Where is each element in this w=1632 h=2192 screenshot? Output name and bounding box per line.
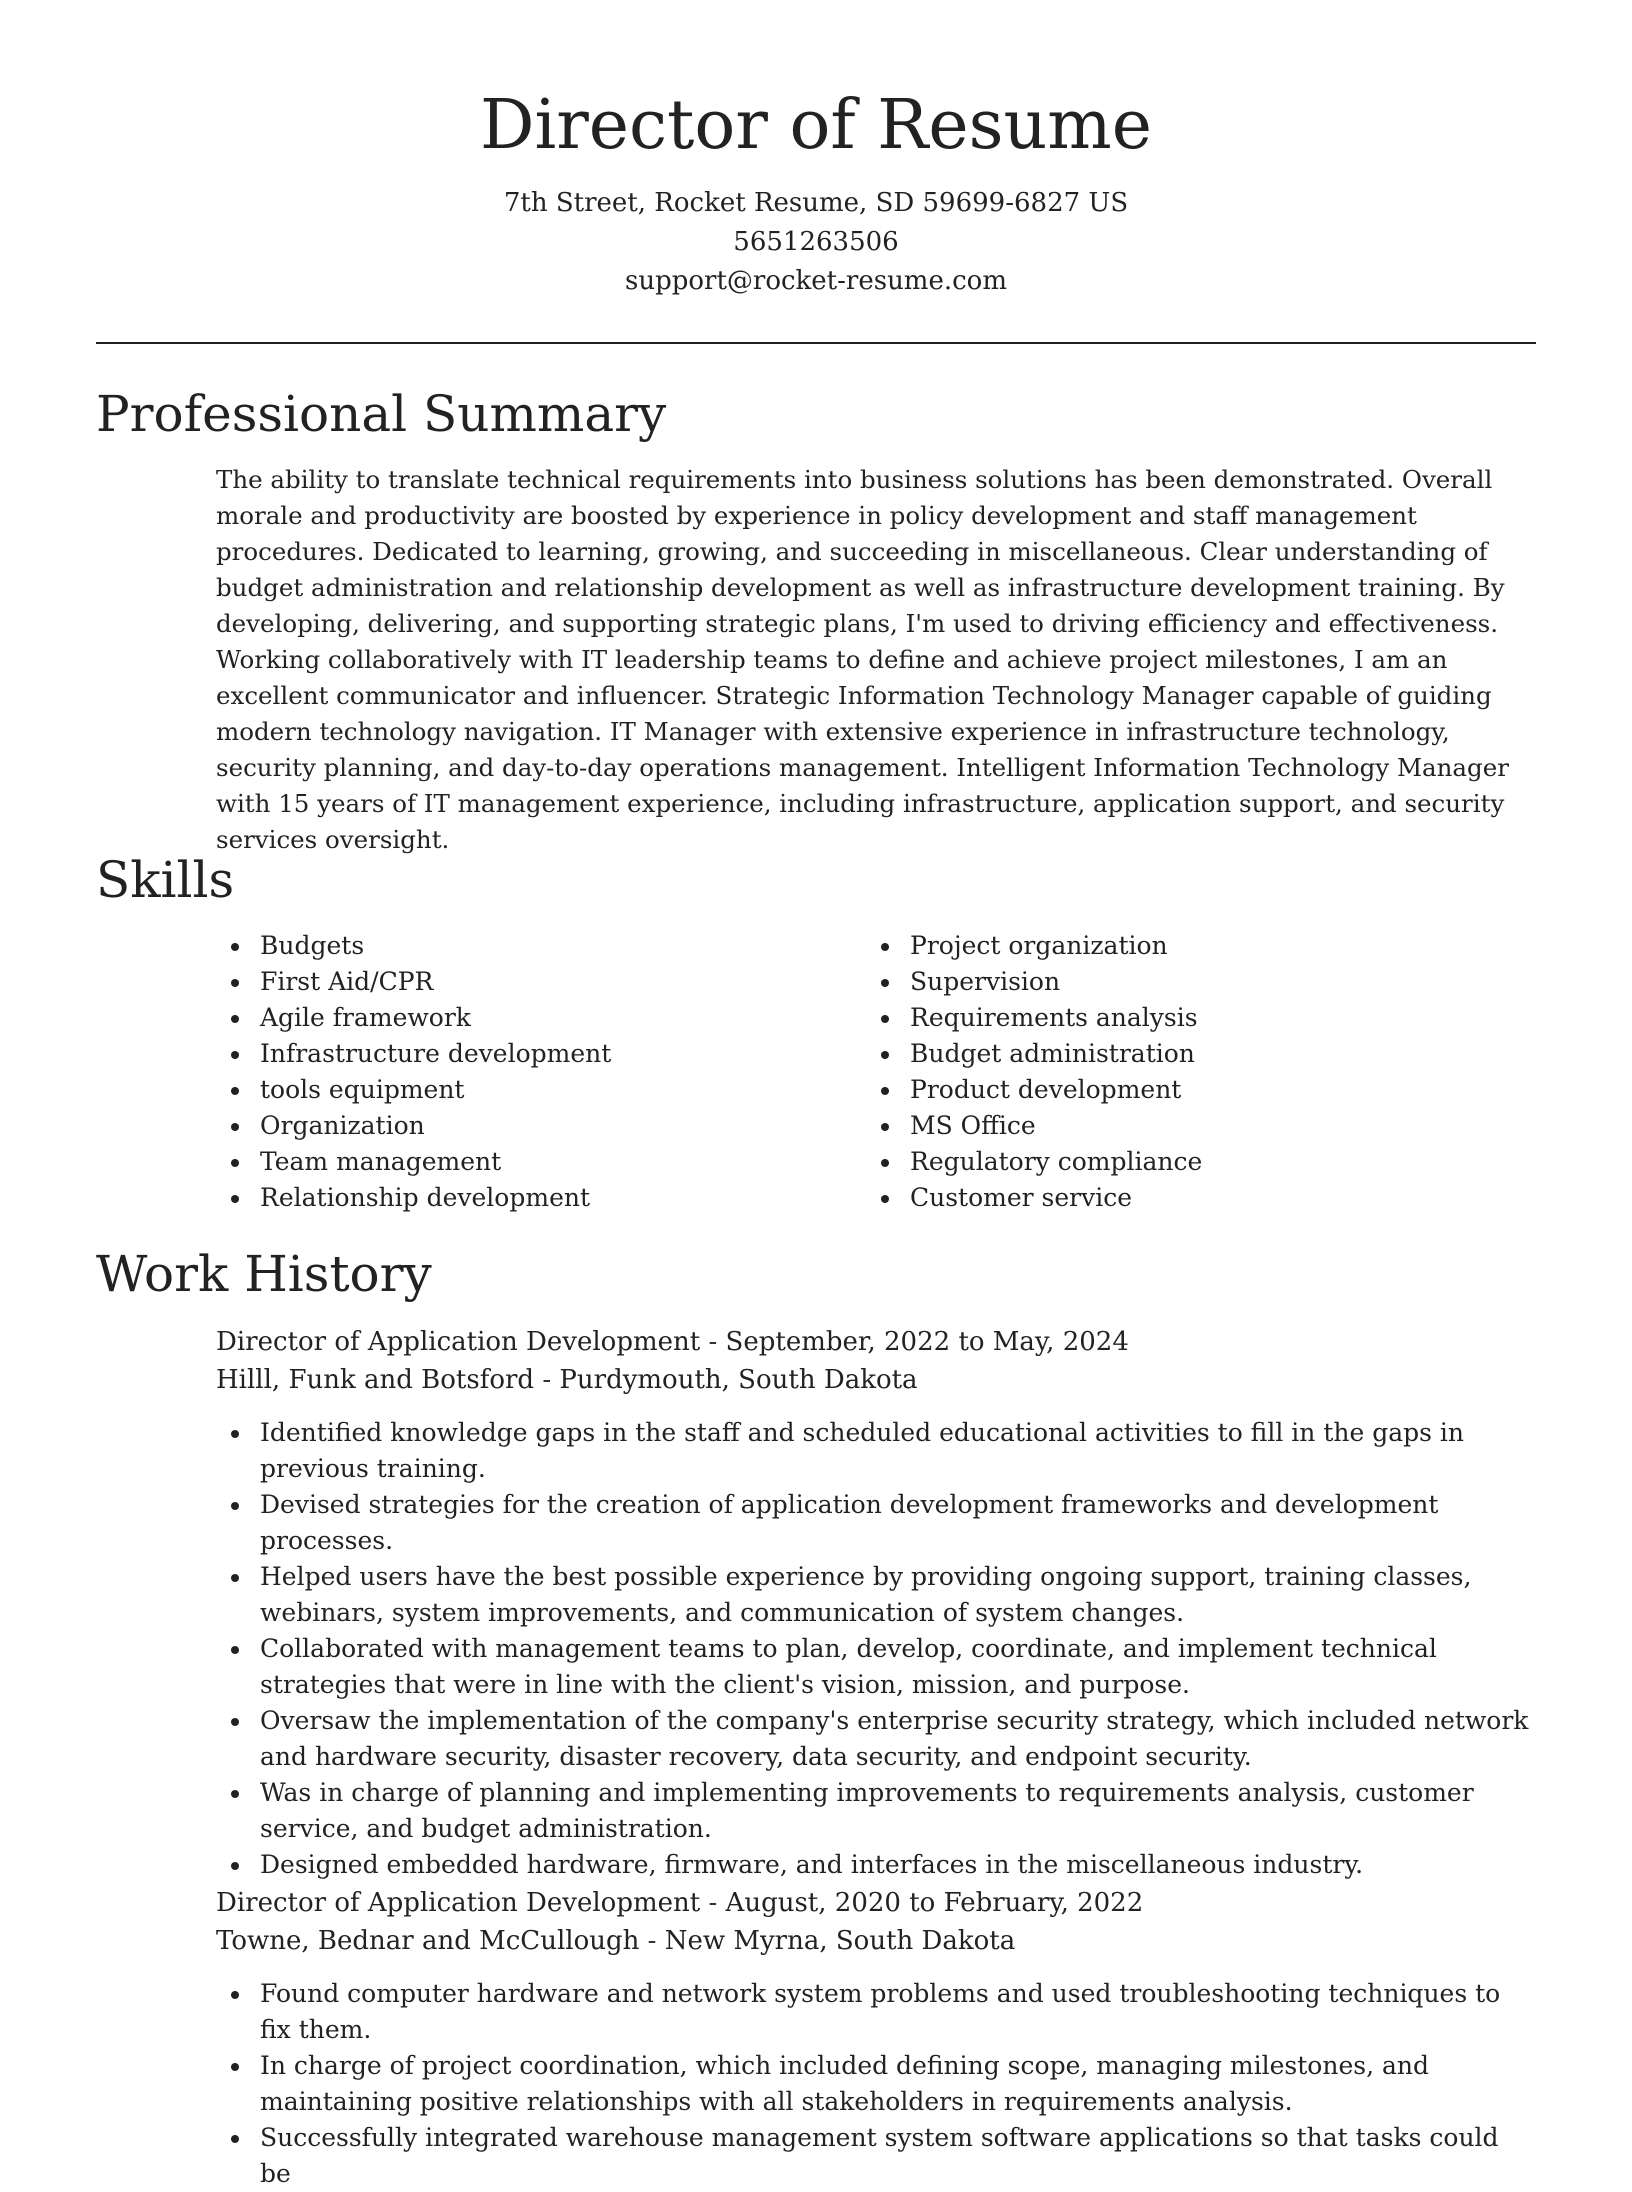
job-duty-item: Successfully integrated warehouse management system software applications so that tasks could be	[216, 2120, 1536, 2192]
skill-item: Team management	[216, 1144, 836, 1180]
separator: -	[542, 1365, 552, 1395]
skill-item: MS Office	[866, 1108, 1526, 1144]
company-name: Towne, Bednar and McCullough	[216, 1926, 640, 1956]
skills-list-left	[216, 928, 836, 1216]
job-dates: August, 2020 to February, 2022	[725, 1888, 1144, 1918]
address: 7th Street, Rocket Resume, SD 59699-6827 US	[503, 188, 1129, 218]
job-entry	[216, 1884, 1536, 2192]
separator: -	[708, 1327, 718, 1357]
job-duty-item: Identified knowledge gaps in the staff and scheduled educational activities to fill in the gaps in previous training.	[216, 1415, 1536, 1487]
candidate-name: Director of Resume	[479, 86, 1153, 165]
job-duty-item: Collaborated with management teams to plan, develop, coordinate, and implement technical strategies that were in line with the client's vision, mission, and purpose.	[216, 1631, 1536, 1703]
skill-item: Budget administration	[866, 1036, 1526, 1072]
skills-list-right	[866, 928, 1526, 1216]
job-title-line	[216, 1323, 1536, 1361]
summary-text: The ability to translate technical requirements into business solutions has been demonstrated. Overall morale and productivity are boosted by experience in policy development and staff management procedures. Dedicated to learning, growing, and succeeding in miscellaneous. Clear understanding of budget administration and relationship development as well as infrastructure development training. By developing, delivering, and supporting strategic plans, I'm used to driving efficiency and effectiveness. Working collaboratively with IT leadership teams to define and achieve project milestones, I am an excellent communicator and influencer. Strategic Information Technology Manager capable of guiding modern technology navigation. IT Manager with extensive experience in infrastructure technology, security planning, and day-to-day operations management. Intelligent Information Technology Manager with 15 years of IT management experience, including infrastructure, application support, and security services oversight.	[216, 465, 1509, 854]
company-name: Hilll, Funk and Botsford	[216, 1365, 535, 1395]
separator: -	[647, 1926, 657, 1956]
skill-item: Product development	[866, 1072, 1526, 1108]
job-duty-item: Helped users have the best possible experience by providing ongoing support, training classes, webinars, system improvements, and communication of system changes.	[216, 1559, 1536, 1631]
company-location: Purdymouth, South Dakota	[559, 1365, 918, 1395]
skill-item: Budgets	[216, 928, 836, 964]
skill-item: Customer service	[866, 1180, 1526, 1216]
email-address: support@rocket-resume.com	[624, 266, 1007, 296]
job-title-line	[216, 1884, 1536, 1922]
skill-item: Relationship development	[216, 1180, 836, 1216]
job-duty-item: Designed embedded hardware, firmware, and interfaces in the miscellaneous industry.	[216, 1847, 1536, 1883]
job-duty-item: Oversaw the implementation of the company's enterprise security strategy, which included network and hardware security, disaster recovery, data security, and endpoint security.	[216, 1703, 1536, 1775]
job-dates: September, 2022 to May, 2024	[725, 1327, 1129, 1357]
company-location: New Myrna, South Dakota	[664, 1926, 1016, 1956]
job-duties-list	[216, 1976, 1536, 2192]
job-entry	[216, 1323, 1536, 1883]
contact-info	[96, 184, 1536, 301]
skill-item: Supervision	[866, 964, 1526, 1000]
job-title: Director of Application Development	[216, 1888, 701, 1918]
skill-item: First Aid/CPR	[216, 964, 836, 1000]
job-duty-item: Devised strategies for the creation of application development frameworks and development processes.	[216, 1487, 1536, 1559]
skill-item: Regulatory compliance	[866, 1144, 1526, 1180]
job-title: Director of Application Development	[216, 1327, 701, 1357]
skill-item: tools equipment	[216, 1072, 836, 1108]
resume-header	[96, 78, 1536, 301]
skill-item: Project organization	[866, 928, 1526, 964]
skill-item: Agile framework	[216, 1000, 836, 1036]
summary-heading: Professional Summary	[96, 385, 667, 443]
employer-line	[216, 1922, 1536, 1960]
header-divider	[96, 342, 1536, 344]
separator: -	[708, 1888, 718, 1918]
job-duties-list	[216, 1415, 1536, 1883]
job-duty-item: In charge of project coordination, which included defining scope, managing milestones, and maintaining positive relationships with all stakeholders in requirements analysis.	[216, 2048, 1536, 2120]
phone-number: 5651263506	[733, 227, 899, 257]
skill-item: Requirements analysis	[866, 1000, 1526, 1036]
job-duty-item: Was in charge of planning and implementing improvements to requirements analysis, customer service, and budget administration.	[216, 1775, 1536, 1847]
skills-heading: Skills	[96, 851, 235, 909]
skill-item: Organization	[216, 1108, 836, 1144]
work-history-heading: Work History	[96, 1245, 432, 1303]
employer-line	[216, 1361, 1536, 1399]
skill-item: Infrastructure development	[216, 1036, 836, 1072]
job-duty-item: Found computer hardware and network system problems and used troubleshooting techniques to fix them.	[216, 1976, 1536, 2048]
